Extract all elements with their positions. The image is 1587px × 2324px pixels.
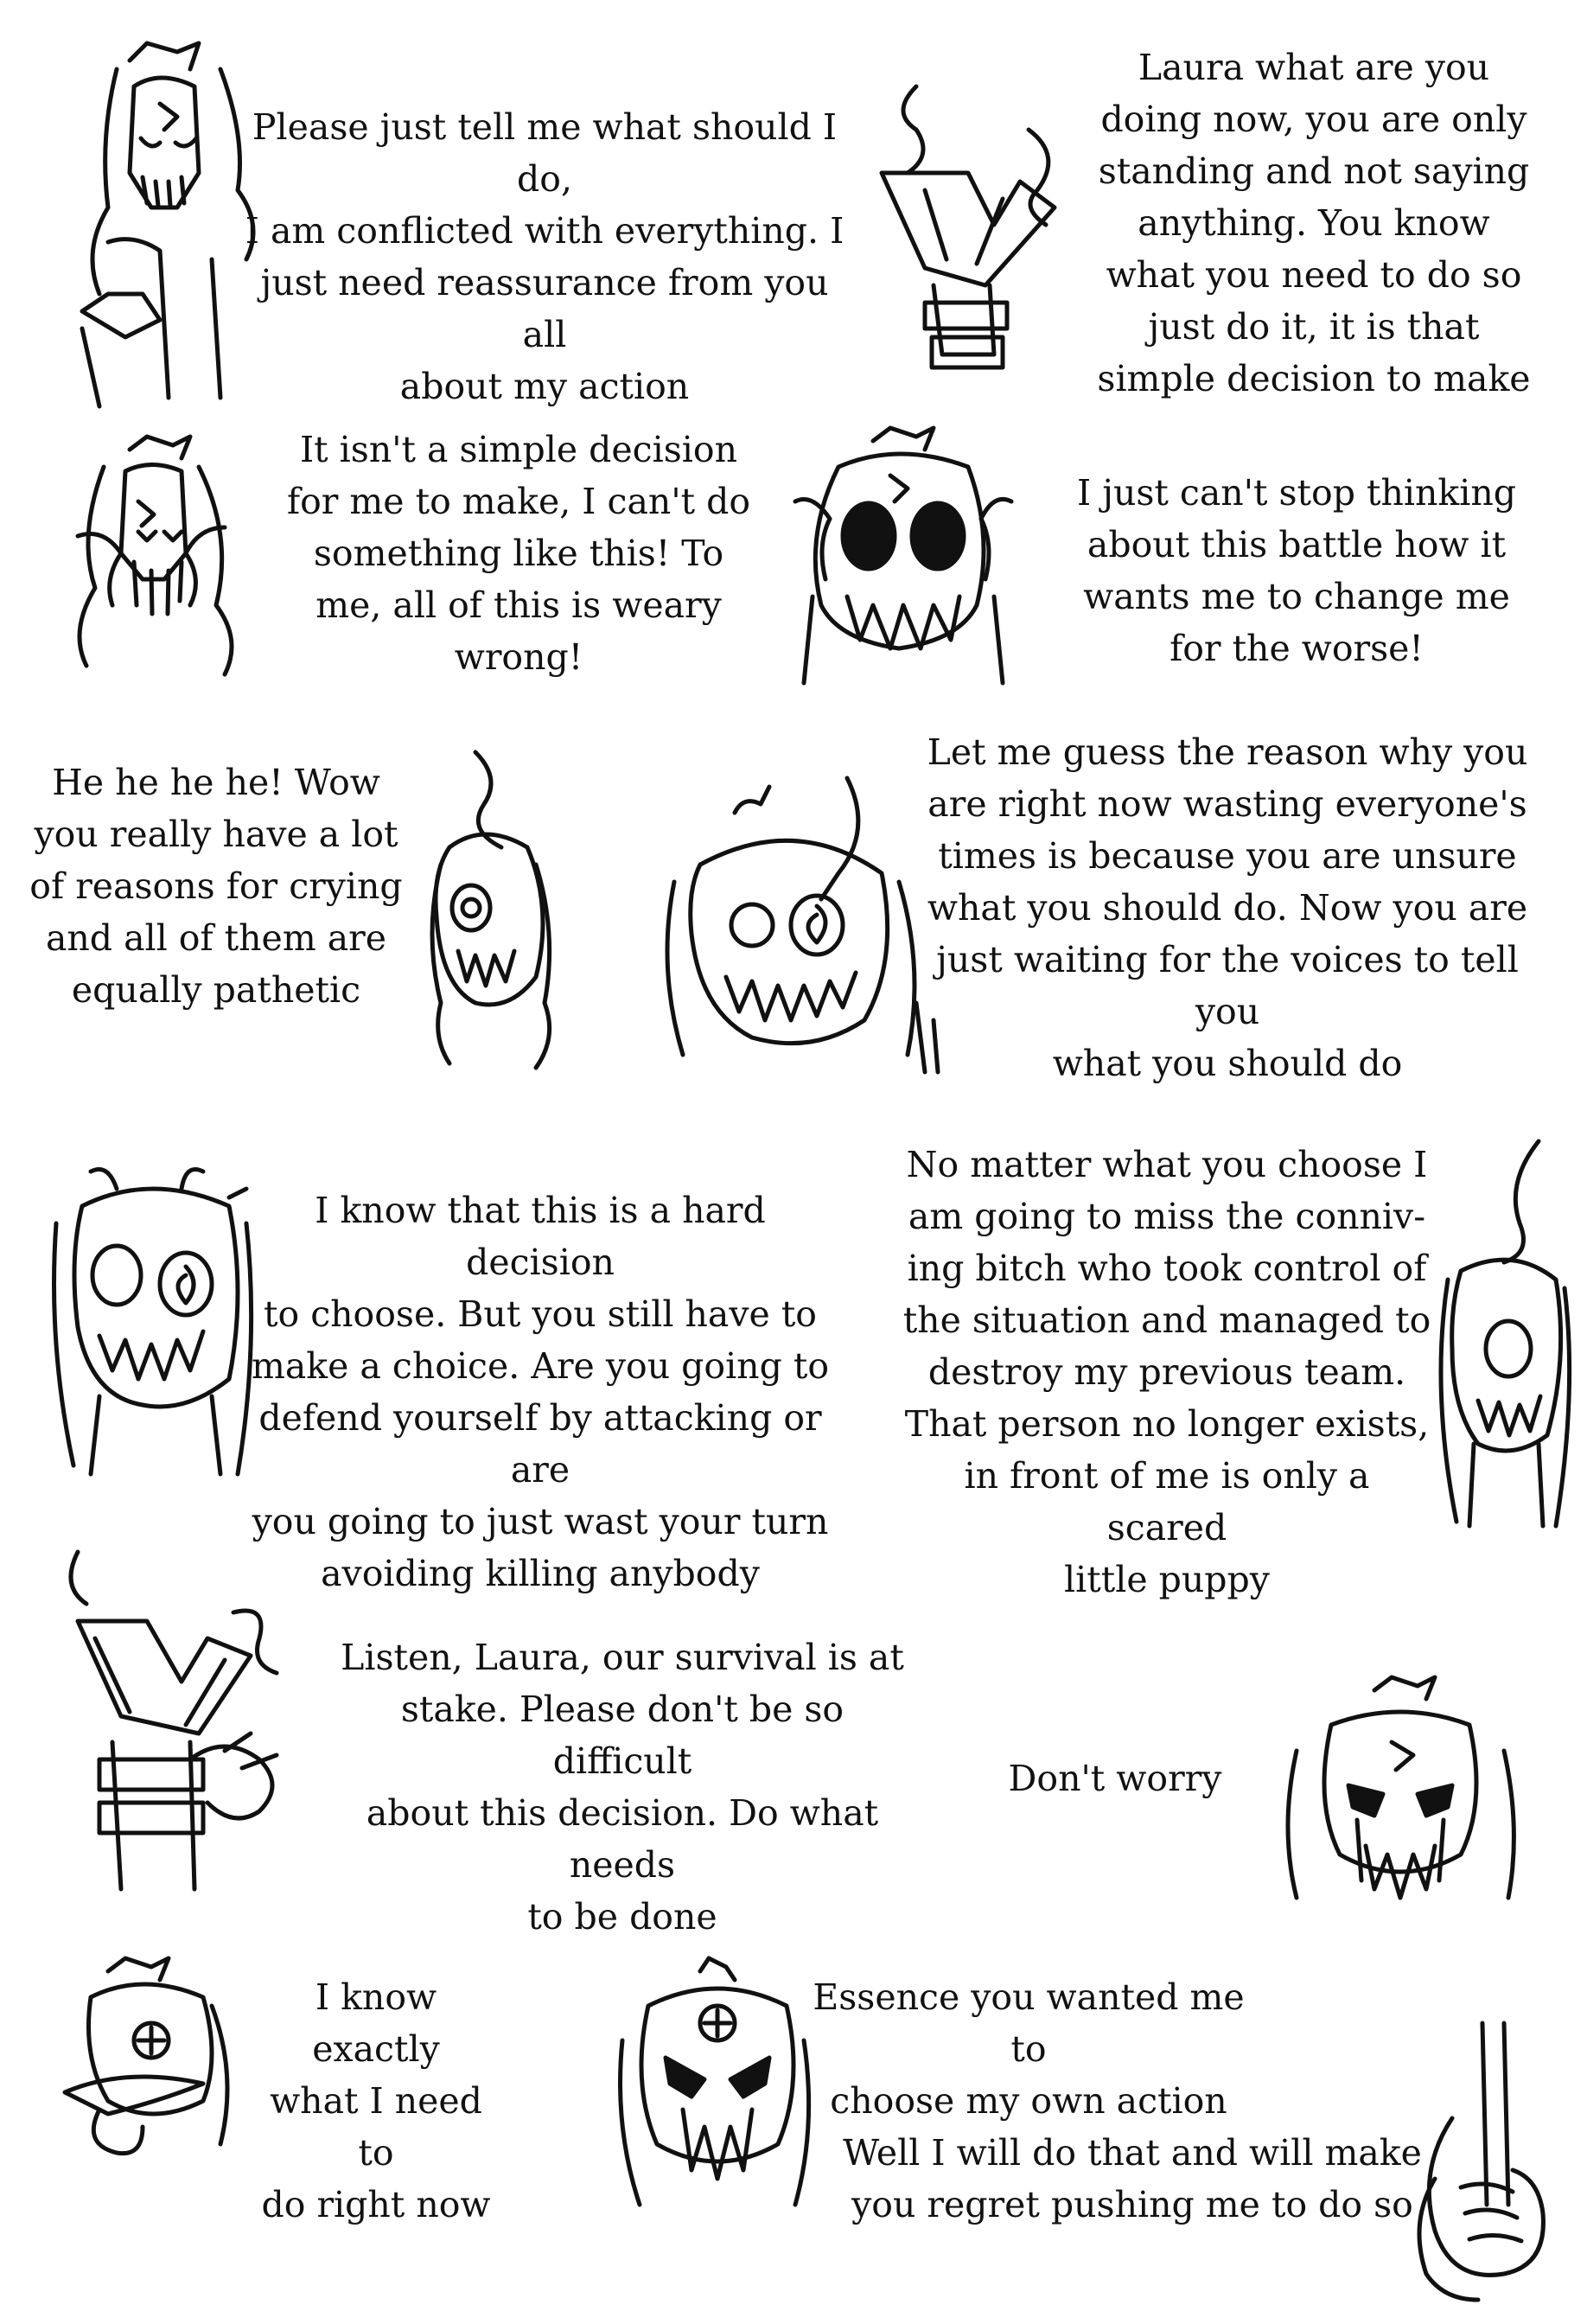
- long-haired-grinning-girl-icon: [39, 1154, 264, 1483]
- grinning-horned-head-icon: [406, 744, 570, 1072]
- floating-crown-tower-icon: [864, 78, 1072, 372]
- dialogue-p4: I just can't stop thinking about this battle how it wants me to change me for the worse!: [1077, 472, 1516, 669]
- masked-girl-crying-icon: [1262, 1673, 1530, 1919]
- dialogue-p10: Don't worry: [1008, 1758, 1222, 1799]
- dialogue-p7: I know that this is a hard decision to choose. But you still have to make a choice. Are you going to defend yourself by attacking or are you going to just wast your turn avoiding killing anybody: [251, 1190, 830, 1594]
- dialogue-p13: Well I will do that and will make you regret pushing me to do so: [843, 2132, 1422, 2225]
- crown-tower-with-hand-icon: [52, 1543, 337, 1906]
- masked-girl-knife-icon: [56, 1954, 246, 2161]
- dialogue-p5: He he he he! Wow you really have a lot of reasons for crying and all of them are equally pathetic: [29, 762, 403, 1011]
- masked-girl-hollow-eyes-icon: [778, 424, 1029, 683]
- dialogue-p6: Let me guess the reason why you are right now wasting everyone's times is because you are unsure what you should do. Now you are just waiting for the voices to tell you what you should do: [927, 731, 1528, 1084]
- dialogue-p11: I know exactly what I need to do right now: [261, 1976, 491, 2225]
- dialogue-p1: Please just tell me what should I do, I am conflicted with everything. I just need reassurance from you all about my action: [245, 106, 844, 407]
- hand-holding-stick-icon: [1400, 2014, 1565, 2308]
- dialogue-p3: It isn't a simple decision for me to make, I can't do something like this! To me, all of this is weary wrong!: [286, 429, 751, 678]
- dialogue-p2: Laura what are you doing now, you are only standing and not saying anything. You know what you need to do so just do it, it is that simple decision to make: [1097, 47, 1531, 399]
- masked-girl-hands-on-head-icon: [52, 432, 251, 683]
- dialogue-p9: Listen, Laura, our survival is at stake. Please don't be so difficult about this decision. Do what needs to be done: [341, 1637, 904, 1938]
- masked-girl-hand-on-chest-icon: [48, 35, 264, 406]
- dialogue-p12: Essence you wanted me to choose my own action: [813, 1976, 1245, 2122]
- masked-girl-angry-eyes-icon: [605, 1954, 821, 2213]
- dialogue-p8: No matter what you choose I am going to miss the conniv- ing bitch who took control of the situation and managed to destroy my previous team. That person no longer exists, in front of me is only a scared little puppy: [902, 1144, 1431, 1600]
- long-haired-grinning-horned-head-icon: [1426, 1133, 1577, 1530]
